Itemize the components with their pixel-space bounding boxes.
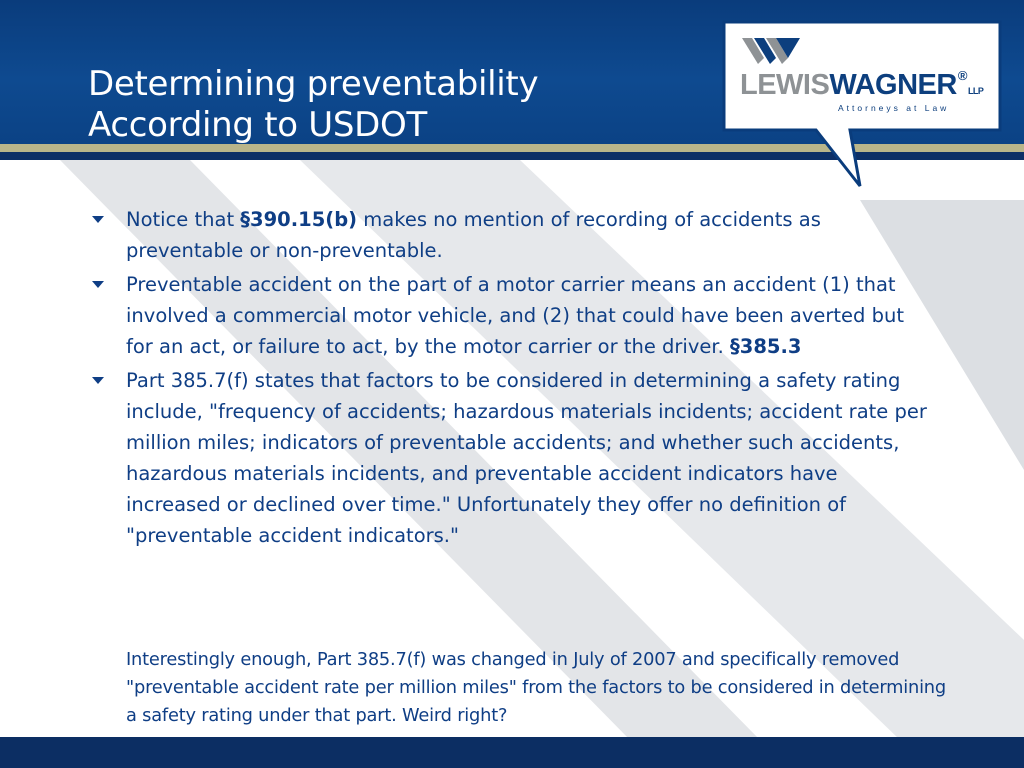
bullet-text: Part 385.7(f) states that factors to be considered in determining a safety rating include, "frequency of accidents; hazardous materials incidents; accident rate per million miles; indicators of preventable accidents; and whether such accidents, hazardous materials incidents, and preventable accident indicators have increased or declined over time." Unfortunately they offer no definition of "preventable accident indicators." [126,369,927,547]
logo-wordmark [740,68,995,102]
logo-llp: LLP [967,86,984,96]
bullet-item [92,365,934,551]
footer-bar [0,737,1024,768]
bullet-citation: §385.3 [730,335,802,358]
bullet-citation: §390.15(b) [240,208,358,231]
bullet-triangle-icon [92,377,104,384]
bullet-list [92,204,934,554]
logo-word-wagner: WAGNER [829,69,957,101]
slide-title-line2: According to USDOT [88,105,427,145]
bullet-item [92,269,934,362]
bullet-triangle-icon [92,281,104,288]
logo-registered-mark: ® [957,68,967,83]
logo-word-lewis: LEWIS [740,69,830,101]
bullet-text: Preventable accident on the part of a motor carrier means an accident (1) that involved a commercial motor vehicle, and (2) that could have been averted but for an act, or failure to act, by the motor carrier or the driver. [126,273,905,358]
slide-title-line1: Determining preventability [88,64,539,104]
bullet-text-tail: makes no mention of recording of accidents as preventable or non-preventable. [126,208,821,262]
bullet-text: Notice that [126,208,241,231]
logo-tagline: Attorneys at Law [838,103,950,113]
slide-title [88,64,538,146]
note-paragraph: Interestingly enough, Part 385.7(f) was changed in July of 2007 and specifically removed "preventable accident rate per million miles" from the factors to be considered in determining a safety rating under that part. Weird right? [126,649,946,726]
bullet-triangle-icon [92,216,104,223]
bullet-item [92,204,934,266]
